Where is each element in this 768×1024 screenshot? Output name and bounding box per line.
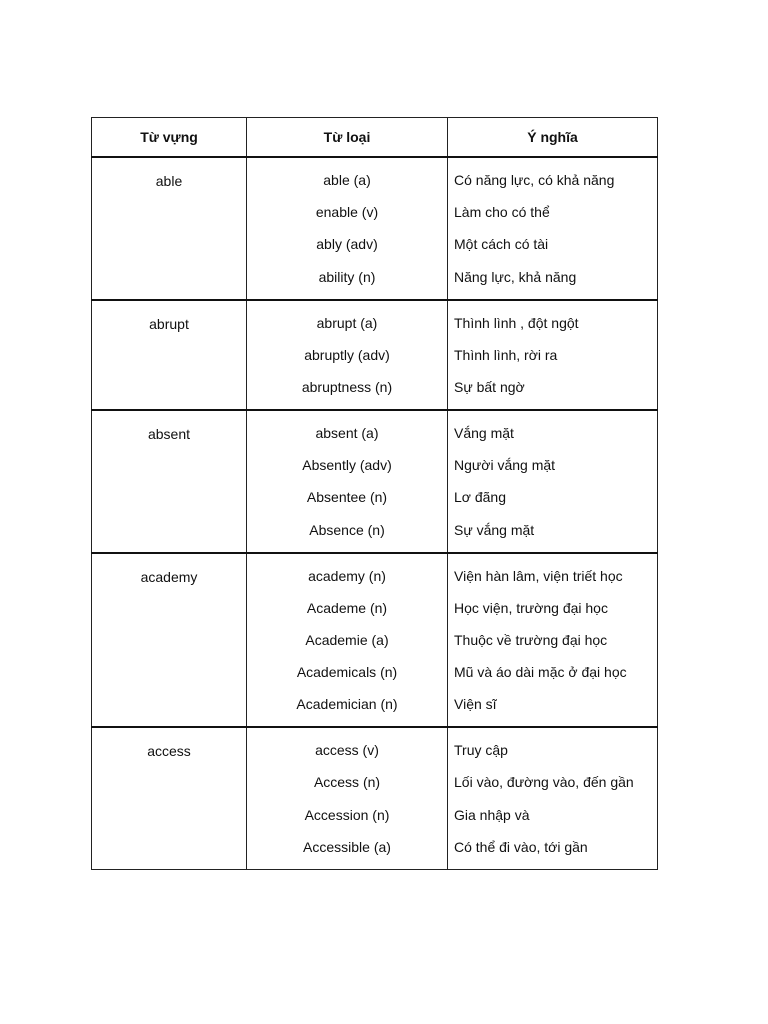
meaning-text: Làm cho có thể <box>454 204 550 221</box>
word-cell: academy <box>92 553 247 728</box>
meanings-cell <box>448 553 658 728</box>
meaning-text: Có thể đi vào, tới gần <box>454 838 588 855</box>
meaning-text: Người vắng mặt <box>454 457 556 474</box>
word-cell: absent <box>92 410 247 553</box>
word-form: ably (adv) <box>316 236 378 253</box>
meaning-text: Gia nhập và <box>454 806 530 823</box>
meaning-text: Viện sĩ <box>454 696 497 713</box>
meaning-text: Thình lình, rời ra <box>454 346 558 363</box>
meanings-cell <box>448 300 658 410</box>
meaning-text: Thuộc về trường đại học <box>454 631 608 648</box>
word-form: academy (n) <box>308 567 386 584</box>
word-form: Absentee (n) <box>306 489 388 506</box>
word-form: Academicals (n) <box>296 664 398 681</box>
meaning-text: Thình lình , đột ngột <box>454 314 579 331</box>
word-form: Academician (n) <box>296 696 398 713</box>
word-cell: access <box>92 727 247 869</box>
word-forms-cell <box>247 410 448 553</box>
meaning-text: Viện hàn lâm, viện triết học <box>454 567 623 584</box>
meanings-cell <box>448 157 658 300</box>
word-form: abruptness (n) <box>301 378 393 395</box>
word-form: absent (a) <box>315 424 379 441</box>
header-meaning: Ý nghĩa <box>448 118 658 158</box>
meaning-text: Năng lực, khả năng <box>454 268 577 285</box>
meaning-text: Học viện, trường đại học <box>454 599 608 616</box>
table-row <box>92 410 658 553</box>
vocabulary-table <box>91 117 658 870</box>
meanings-cell <box>448 727 658 869</box>
table-body <box>92 157 658 869</box>
header-row <box>92 118 658 158</box>
word-form: Absently (adv) <box>302 457 392 474</box>
meaning-text: Lơ đãng <box>454 489 507 506</box>
meaning-text: Sự bất ngờ <box>454 378 525 395</box>
word-forms-cell <box>247 157 448 300</box>
meaning-text: Lối vào, đường vào, đến gần <box>454 774 634 791</box>
header-word-type: Từ loại <box>247 118 448 158</box>
word-form: Access (n) <box>313 774 381 791</box>
meaning-text: Mũ và áo dài mặc ở đại học <box>454 664 627 681</box>
meanings-cell <box>448 410 658 553</box>
word-forms-cell <box>247 300 448 410</box>
word-form: Accessible (a) <box>303 838 391 855</box>
word-form: enable (v) <box>315 204 379 221</box>
word-form: Accession (n) <box>304 806 390 823</box>
meaning-text: Sự vắng mặt <box>454 521 535 538</box>
word-form: Absence (n) <box>309 521 385 538</box>
meaning-text: Vắng mặt <box>454 424 514 441</box>
word-forms-cell <box>247 553 448 728</box>
word-form: Academe (n) <box>306 599 388 616</box>
word-forms-cell <box>247 727 448 869</box>
table-row <box>92 300 658 410</box>
word-form: abrupt (a) <box>316 314 378 331</box>
word-cell: abrupt <box>92 300 247 410</box>
table-row <box>92 157 658 300</box>
word-form: access (v) <box>315 742 379 759</box>
header-word: Từ vựng <box>92 118 247 158</box>
word-form: abruptly (adv) <box>304 346 390 363</box>
table-row <box>92 727 658 869</box>
meaning-text: Một cách có tài <box>454 236 549 253</box>
table-row <box>92 553 658 728</box>
meaning-text: Truy cập <box>454 742 508 759</box>
word-form: Academie (a) <box>305 631 389 648</box>
word-form: able (a) <box>323 172 371 188</box>
word-cell: able <box>92 157 247 300</box>
word-form: ability (n) <box>318 268 376 285</box>
meaning-text: Có năng lực, có khả năng <box>454 172 615 188</box>
table-header <box>92 118 658 158</box>
